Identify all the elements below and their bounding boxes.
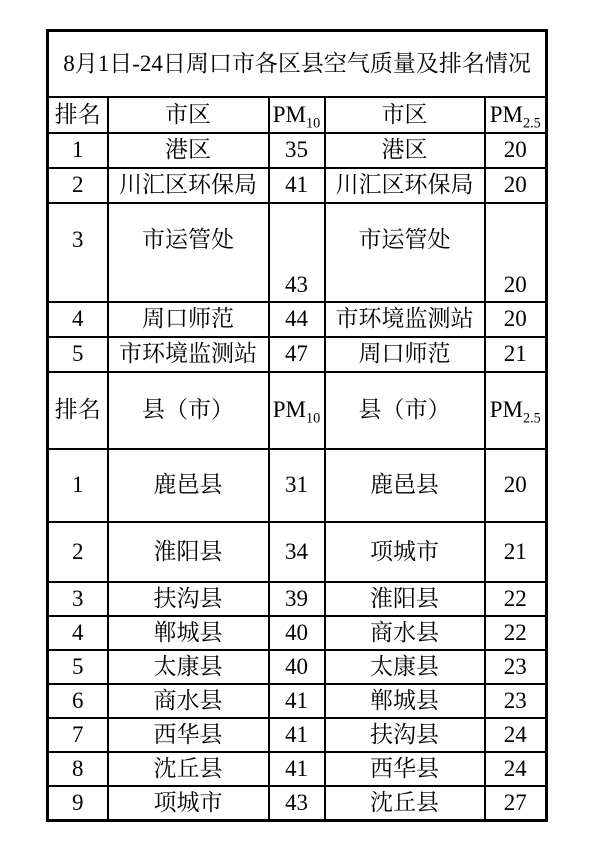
pm25-value-cell: 27 — [485, 786, 547, 821]
county-header-rank: 排名 — [48, 372, 108, 449]
area-pm25-cell: 郸城县 — [325, 684, 485, 718]
area-pm25-cell: 鹿邑县 — [325, 449, 485, 522]
area-pm25-cell: 商水县 — [325, 616, 485, 650]
pm25-value-cell: 20 — [485, 133, 547, 168]
table-row — [48, 522, 547, 582]
area-pm25-cell: 项城市 — [325, 522, 485, 582]
table-row — [48, 616, 547, 650]
area-pm25-cell: 周口师范 — [325, 337, 485, 372]
pm25-label: PM — [489, 101, 523, 127]
city-header-pm10 — [269, 97, 325, 133]
area-pm10-cell: 商水县 — [108, 684, 269, 718]
pm25-value-cell: 23 — [485, 650, 547, 684]
pm25-value-cell: 23 — [485, 684, 547, 718]
pm25-value-cell: 20 — [485, 168, 547, 203]
area-pm10-cell: 川汇区环保局 — [108, 168, 269, 203]
area-pm10-cell: 项城市 — [108, 786, 269, 821]
city-header-area-left: 市区 — [108, 97, 269, 133]
area-pm10-cell: 鹿邑县 — [108, 449, 269, 522]
area-pm10-cell: 扶沟县 — [108, 582, 269, 616]
pm10-label: PM — [272, 101, 306, 127]
table-row — [48, 133, 547, 168]
table-row — [48, 449, 547, 522]
pm10-value-cell: 31 — [269, 449, 325, 522]
air-quality-ranking-table — [46, 29, 548, 822]
area-pm25-cell: 市运管处 — [325, 203, 485, 302]
pm25-value-cell: 24 — [485, 718, 547, 752]
area-pm10-cell: 周口师范 — [108, 302, 269, 337]
table-row — [48, 302, 547, 337]
county-header-row — [48, 372, 547, 449]
city-header-rank: 排名 — [48, 97, 108, 133]
table-row — [48, 684, 547, 718]
area-pm10-cell: 沈丘县 — [108, 752, 269, 786]
pm25-value-cell: 21 — [485, 337, 547, 372]
pm25-label: PM — [489, 397, 523, 423]
table-row — [48, 786, 547, 821]
county-header-area-right: 县（市） — [325, 372, 485, 449]
pm25-value-cell: 24 — [485, 752, 547, 786]
area-pm25-cell: 港区 — [325, 133, 485, 168]
area-pm10-cell: 西华县 — [108, 718, 269, 752]
rank-cell: 5 — [48, 337, 108, 372]
pm10-value-cell: 40 — [269, 616, 325, 650]
county-header-pm25 — [485, 372, 547, 449]
table-row — [48, 752, 547, 786]
area-pm10-cell: 港区 — [108, 133, 269, 168]
area-pm25-cell: 沈丘县 — [325, 786, 485, 821]
pm25-value-cell: 20 — [485, 449, 547, 522]
area-pm10-cell: 郸城县 — [108, 616, 269, 650]
pm10-value-cell: 35 — [269, 133, 325, 168]
rank-cell: 2 — [48, 522, 108, 582]
area-pm25-cell: 西华县 — [325, 752, 485, 786]
city-header-row — [48, 97, 547, 133]
area-pm10-cell: 太康县 — [108, 650, 269, 684]
pm25-value-cell: 22 — [485, 616, 547, 650]
pm10-subscript: 10 — [306, 115, 321, 132]
pm10-value-cell: 44 — [269, 302, 325, 337]
pm10-value-cell: 47 — [269, 337, 325, 372]
rank-cell: 1 — [48, 449, 108, 522]
pm25-value-cell: 20 — [485, 302, 547, 337]
table-row — [48, 168, 547, 203]
rank-cell: 3 — [48, 582, 108, 616]
area-pm10-cell: 市环境监测站 — [108, 337, 269, 372]
rank-cell: 5 — [48, 650, 108, 684]
pm10-value-cell: 40 — [269, 650, 325, 684]
table-row — [48, 718, 547, 752]
area-pm25-cell: 市环境监测站 — [325, 302, 485, 337]
rank-cell: 9 — [48, 786, 108, 821]
table-row — [48, 582, 547, 616]
pm10-value-cell: 41 — [269, 718, 325, 752]
rank-cell: 4 — [48, 302, 108, 337]
pm25-value-cell: 20 — [485, 203, 547, 302]
pm10-value-cell: 34 — [269, 522, 325, 582]
rank-cell: 7 — [48, 718, 108, 752]
city-header-pm25 — [485, 97, 547, 133]
county-header-area-left: 县（市） — [108, 372, 269, 449]
table-row — [48, 650, 547, 684]
pm10-subscript: 10 — [306, 410, 321, 427]
rank-cell: 2 — [48, 168, 108, 203]
area-pm25-cell: 淮阳县 — [325, 582, 485, 616]
rank-cell: 1 — [48, 133, 108, 168]
area-pm25-cell: 太康县 — [325, 650, 485, 684]
pm25-subscript: 2.5 — [522, 115, 541, 132]
pm10-value-cell: 41 — [269, 684, 325, 718]
pm25-value-cell: 21 — [485, 522, 547, 582]
county-header-pm10 — [269, 372, 325, 449]
table-row — [48, 337, 547, 372]
pm10-value-cell: 43 — [269, 203, 325, 302]
pm25-value-cell: 22 — [485, 582, 547, 616]
area-pm10-cell: 淮阳县 — [108, 522, 269, 582]
title-row — [48, 31, 547, 98]
city-header-area-right: 市区 — [325, 97, 485, 133]
pm10-value-cell: 39 — [269, 582, 325, 616]
rank-cell: 8 — [48, 752, 108, 786]
pm10-value-cell: 41 — [269, 752, 325, 786]
area-pm25-cell: 川汇区环保局 — [325, 168, 485, 203]
pm10-value-cell: 43 — [269, 786, 325, 821]
rank-cell: 3 — [48, 203, 108, 302]
area-pm10-cell: 市运管处 — [108, 203, 269, 302]
pm10-label: PM — [272, 397, 306, 423]
pm25-subscript: 2.5 — [522, 410, 541, 427]
table-row — [48, 203, 547, 302]
table-title: 8月1日-24日周口市各区县空气质量及排名情况 — [48, 31, 547, 98]
rank-cell: 6 — [48, 684, 108, 718]
area-pm25-cell: 扶沟县 — [325, 718, 485, 752]
pm10-value-cell: 41 — [269, 168, 325, 203]
rank-cell: 4 — [48, 616, 108, 650]
